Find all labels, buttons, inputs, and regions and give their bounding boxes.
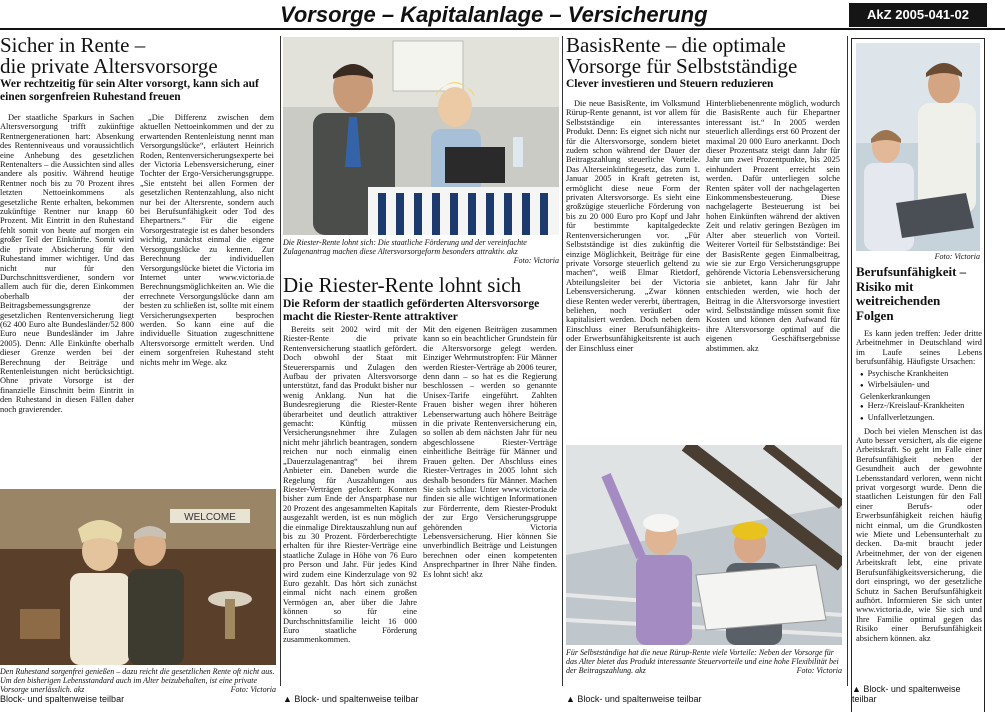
body-column-1: Der staatliche Sparkurs in Sachen Altersversorgung trifft zukünftige Rentnergenerationen hart: Absenkung des Rentenniveaus und voraussichtlich eine Anhebung des gesetzlichen Rentenalters – die Aussichten sind alles andere als positiv. Während heutige Rentner noch bis zu 70 Prozent ihres letzten Nettoeinkommens als gesetzliche Rente erhalten, bekommen zukünftige Rentner nur knapp 60 Prozent. Mit Eintritt in den Ruhestand fehlt somit von heute auf morgen ein großer Teil der Einkünfte. Somit wird die private Absicherung für den Ruhestand immer wichtiger. Und das nicht nur für den Durchschnittsverdiener, sondern vor allem auch für die, deren Einkommen oberhalb der Beitragsbemessungsgrenze der gesetzlichen Rentenversicherung liegt (62 400 Euro alte Bundesländer/52 800 Euro neue Bundesländer im Jahre 2005). Denn: Alle Einkünfte oberhalb dieser Grenze werden bei der Berechnung der Beiträge und Rentenleistungen nicht berücksichtigt. Ohne private Vorsorge ist der finanzielle Einschnitt beim Eintritt in den Ruhestand in diesen Fällen daher noch gravierender.	[0, 113, 134, 414]
photo-consultation	[283, 37, 559, 235]
column-divider	[562, 36, 563, 686]
photo-credit: Foto: Victoria	[934, 252, 980, 261]
divisibility-note: ▲ Block- und spaltenweise teilbar	[283, 694, 419, 704]
body-column-1: Die neue BasisRente, im Volksmund Rürup-Rente genannt, ist vor allem für Selbstständige ein interessantes Produkt. Denn: Es eignet sich nicht nur für die Altersvorsorge, sondern bietet zudem schon während der Dauer der Beitragszahlung steuerliche Vorteile. Das Alterseinkünftegesetz, das zum 1. Januar 2005 in Kraft getreten ist, ermöglicht diese neue Form der privaten Altersvorsorge. Es sieht eine großzügige steuerliche Förderung von bis zu 20 000 Euro pro Kopf und Jahr für bestimmte kapitalgedeckte Rentenversicherungen vor. „Für Selbstständige ist dies zukünftig die einzige Möglichkeit, Beiträge für eine private Vorsorge steuerlich geltend zu machen“, weiß Elmar Rietdorf, Abteilungsleiter bei der Victoria Lebensversicherung. „Zwar können diese Renten weder vererbt, übertragen, beliehen, noch veräußert oder kapitalisiert werden. Doch neben dem Einschluss einer Berufsunfähigkeits- oder Erwerbsunfähigkeitsrente ist auch der Einschluss einer	[566, 99, 700, 353]
list-item: ● Unfallverletzungen.	[860, 413, 982, 425]
photo-illustration	[0, 489, 276, 665]
body-column-2: „Die Differenz zwischen dem aktuellen Nettoeinkommen und der zu erwartenden Rentenleistung nennt man Versorgungslücke“, erläutert Heinrich Roden, Rentenversicherungsexperte bei der Victoria Lebensversicherung, einer Tochter der Ergo-Versicherungsgruppe. „Sie entsteht bei allen Formen der gesetzlichen Rentenzahlung, also nicht nur bei der Altersrente, sondern auch bei Berufsunfähigkeit oder Tod des Ehepartners.“ Für die eigene Vorsorgestrategie ist es daher besonders wichtig, zunächst einmal die eigene Versorgungslücke zu kennen. Zur Berechnung der individuellen Versorgungslücke bietet die Victoria im Internet unter www.victoria.de Berechnungsmöglichkeiten an. Wie die errechnete Versorgungslücke dann am besten zu schließen ist, sollte mit einem Versicherungsexperten besprochen werden. So kann eine auf die individuelle Situation zugeschnittene Altersvorsorge ermittelt werden. Und einem sorgenfreien Ruhestand steht nichts mehr im Wege. akz	[140, 113, 274, 367]
subheadline: Wer rechtzeitig für sein Alter vorsorgt, kann sich auf einen sorgenfreien Ruhestand freuen	[0, 78, 259, 103]
body-text: Doch bei vielen Menschen ist das Auto besser versichert, als die eigene Arbeitskraft. So geht im Falle einer Berufsunfähigkeit neben der Gesundheit auch der gewohnte Lebensstandard verloren, wenn nicht privat vorgesorgt wurde. Denn die staatlichen Leistungen für den Fall einer Berufs- oder Erwerbsunfähigkeit reichen häufig nicht einmal, um die Grundkosten wie Miete und Lebensunterhalt zu decken. Da-mit braucht jeder Arbeitnehmer, der von der eigenen Arbeitskraft lebt, eine private Berufsunfähigkeitsversicherung, die dort einspringt, wo der gesetzliche Schutz in Sachen Berufsunfähigkeit aufhört. Informieren Sie sich unter www.victoria.de, wie Sie sich und Ihre Familie optimal gegen das Risiko einer Berufsunfähigkeit absichern können. akz	[856, 426, 982, 643]
column-divider	[847, 36, 848, 686]
causes-list	[860, 369, 982, 425]
intro-text: Es kann jeden treffen: Jeder dritte Arbeitnehmer in Deutschland wird im Laufe seines Lebens berufsunfähig. Häufigste Ursachen:	[856, 329, 982, 367]
list-item: ● Herz-/Kreislauf-Krankheiten	[860, 401, 982, 413]
photo-caption: Den Ruhestand sorgenfrei genießen – dazu reicht die gesetzlichen Rente oft nicht aus. Um den bisherigen Lebensstandard auch im Alter beizubehalten, ist eine private Vorsorge unerlässlich. akz Foto: Victoria	[0, 667, 276, 694]
headline: Die Riester-Rente lohnt sich	[283, 273, 522, 297]
article-basisrente	[566, 33, 844, 712]
body-column-2: Hinterbliebenenrente möglich, wodurch die BasisRente auch für Ehepartner interessant ist.“ In 2005 werden steuerlich allerdings erst 60 Prozent der maximal 20 000 Euro anerkannt. Doch dieser Prozentsatz steigt dann Jahr für Jahr um zwei Prozentpunkte, bis 2025 einhundert Prozent erreicht sein werden. Dafür unterliegen solche Renten später voll der nachgelagerten Einkommensbesteuerung. Diese nachgelagerte Besteuerung ist bei hohen Einkünften während der aktiven Zeit und relativ geringen Bezügen im Alter aber steuerlich von Vorteil. Weiterer Vorteil für Selbstständige: Bei der BasisRente gegen Einmalbeitrag, wie sie zur Ergo Versicherungsgruppe gehörende Victoria Lebensversicherung sie anbietet, kann Jahr für Jahr entschieden werden, wie hoch der Beitrag in die Altersvorsorge investiert wird. Selbstständige müssen somit fixe Kosten und können den Aufwand für ihre Altersvorsorge optimal auf die eigenen Geschäftsergebnisse abstimmen. akz	[706, 99, 840, 353]
sidebar-body	[856, 329, 982, 685]
article-riester-rente	[283, 33, 559, 712]
list-item: ● Psychische Krankheiten	[860, 369, 982, 381]
body-column-2: Mit den eigenen Beiträgen zusammen kann so ein beachtlicher Grundstein für die Altersvorsorge gelegt werden. Einziger Wehrmutstropfen: Für Männer werden Riester-Verträge ab 2006 teurer, denn dann – so hat es die Regierung beschlossen – werden so genannte Unisex-Tarife eingeführt. Zahlten Frauen bisher wegen ihrer höheren Lebenserwartung auch höhere Beiträge in die private Rentenversicherung ein, so sollen ab dem nächsten Jahr für neu abgeschlossene Riester-Verträge einheitliche Beiträge für Männer und Frauen gelten. Der Abschluss eines Riester-Vertrages in 2005 lohnt sich deshalb besonders für Männer. Machen Sie sich schlau: Unter www.victoria.de finden sie alle wichtigen Informationen zur Förderrente, dem Riester-Produkt der zur Ergo Versicherungsgruppe gehörenden Victoria Lebensversicherung. Hier können Sie unverbindlich Beiträge und Leistungen berechnen oder einen kompetenten Ansprechpartner in Ihrer Nähe finden. Es lohnt sich! akz	[423, 325, 557, 579]
headline: Sicher in Rente – die private Altersvorsorge	[0, 33, 218, 78]
page-header	[0, 0, 1005, 30]
article-altersvorsorge	[0, 33, 278, 712]
photo-caption: Die Riester-Rente lohnt sich: Die staatliche Förderung und der vereinfachte Zulagenantrag machen diese Altersvorsorgeform besonders attraktiv. akz Foto: Victoria	[283, 238, 559, 265]
photo-sign-text: WELCOME	[184, 512, 236, 523]
divisibility-note: ▲ Block- und spaltenweise teilbar	[566, 694, 702, 704]
divisibility-note: ▲ Block- und spaltenweise teilbar	[852, 684, 961, 704]
photo-credit: Foto: Victoria	[796, 666, 842, 675]
divisibility-note: Block- und spaltenweise teilbar	[0, 694, 125, 704]
photo-illustration	[856, 43, 980, 251]
headline: BasisRente – die optimale Vorsorge für Selbstständige	[566, 33, 798, 78]
section-title: Vorsorge – Kapitalanlage – Versicherung	[280, 2, 708, 27]
photo-illustration	[283, 37, 559, 235]
headline: Berufsunfähigkeit – Risiko mit weitreichenden Folgen	[856, 264, 967, 323]
body-column-1: Bereits seit 2002 wird mit der Riester-Rente die private Rentenversicherung staatlich gefördert. Doch obwohl der Staat mit Steuerersparnis und Zulagen den Aufbau der privaten Altersvorsorge unterstützt, fand das Produkt bisher nur wenig Anklang. Nun hat die Bundesregierung die Riester-Rente überarbeitet und deutlich attraktiver gemacht: Künftig müssen Versicherungsnehmer ihre Zulagen nicht mehr jährlich beantragen, sondern reichen nur noch einmalig einen „Dauerzulagenantrag“ bei ihrem Anbieter ein. Daneben wurde die Regelung für Auszahlungen aus Riester-Verträgen gelockert: Konnten bisher zum Ende der Ansparphase nur 20 Prozent des angesammelten Kapitals ausgezahlt werden, ist es nun möglich die einmalige Direktauszahlung nun auf bis zu 30 Prozent. Förderberechtigte erhalten für ihre Riester-Verträge eine staatliche Zulage in Höhe von 76 Euro pro Person und Jahr. Für jedes Kind wird zudem eine Kinderzulage von 92 Euro gezahlt. Das hört sich zunächst einmal nicht nach einem großen Vermögen an, aber über die Jahre können so für eine Durchschnittsfamilie leicht 16 000 Euro staatliche Förderung zusammenkommen.	[283, 325, 417, 645]
photo-caption: Für Selbstständige hat die neue Rürup-Rente viele Vorteile: Neben der Vorsorge für das Alter bietet das Produkt interessante Steuervorteile und eine hohe Flexibilität bei der Beitragszahlung. akz Foto: Victoria	[566, 648, 842, 675]
photo-man-and-boy-laptop	[856, 43, 980, 251]
article-berufsunfaehigkeit	[851, 38, 985, 712]
photo-credit: Foto: Victoria	[230, 685, 276, 694]
article-code-badge: AkZ 2005-041-02	[849, 3, 987, 27]
photo-retired-couple	[0, 489, 276, 665]
subheadline: Die Reform der staatlich geförderten Altersvorsorge macht die Riester-Rente attraktiver	[283, 298, 540, 323]
photo-credit: Foto: Victoria	[513, 256, 559, 265]
subheadline: Clever investieren und Steuern reduzieren	[566, 78, 774, 90]
list-item: ● Wirbelsäulen- und Gelenkerkrankungen	[860, 380, 982, 401]
photo-construction-site	[566, 445, 842, 645]
photo-illustration	[566, 445, 842, 645]
column-divider	[280, 36, 281, 686]
